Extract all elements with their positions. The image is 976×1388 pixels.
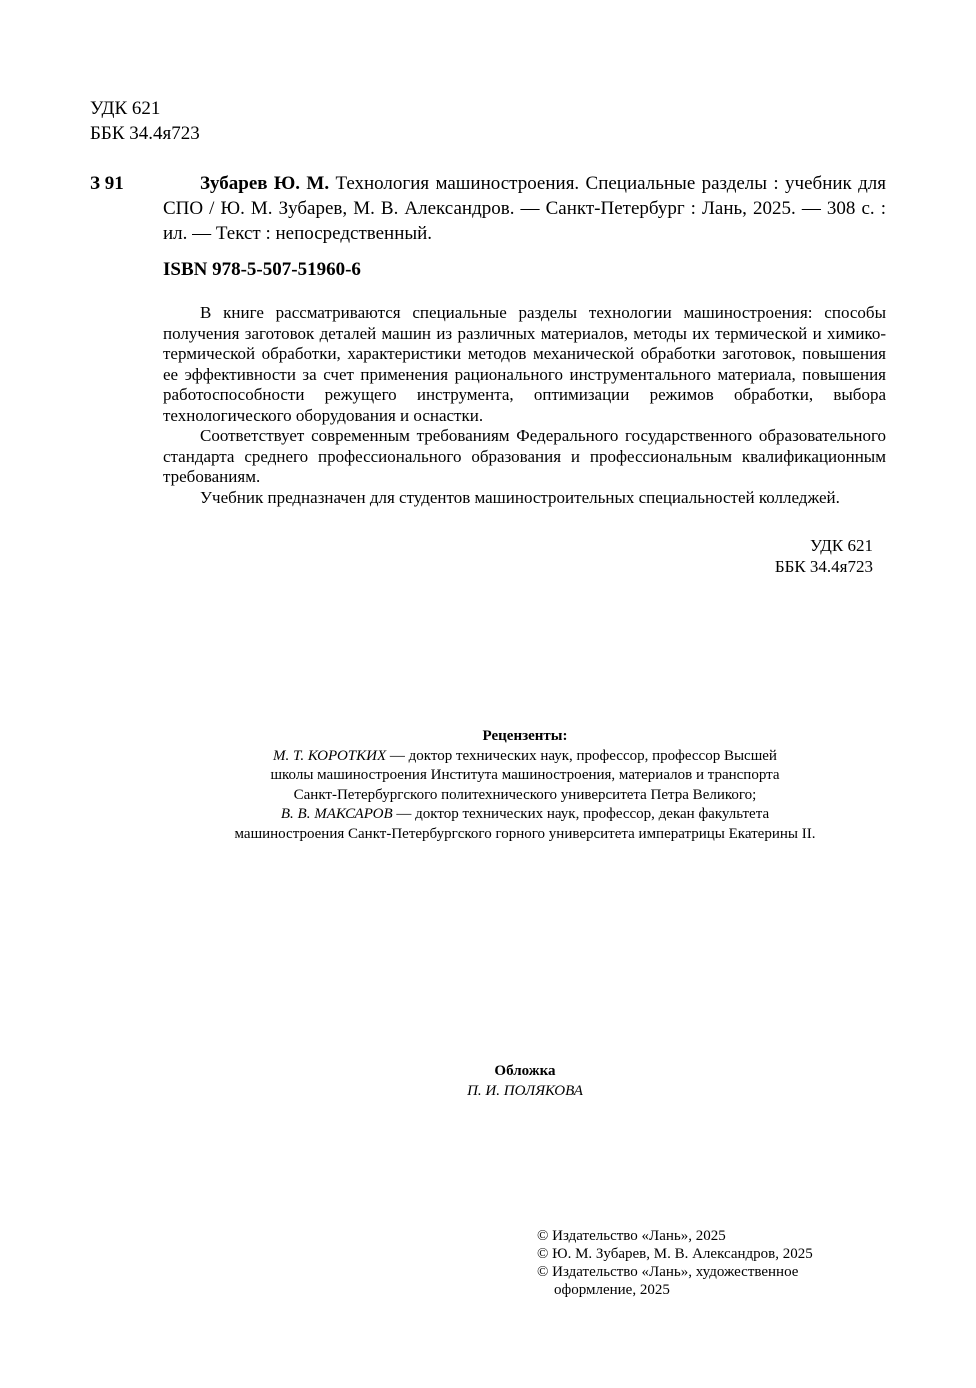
copyright-line: © Издательство «Лань», художественное <box>537 1264 799 1280</box>
copyright-block <box>537 1227 877 1299</box>
reviewer-line: М. Т. КОРОТКИХ — доктор технических наук, профессор, профессор Высшей <box>273 747 777 764</box>
abstract-paragraph: Учебник предназначен для студентов машиностроительных специальностей колледжей. <box>200 487 840 507</box>
bbk-code: ББК 34.4я723 <box>90 123 200 144</box>
reviewer-name: В. В. МАКСАРОВ <box>280 806 393 822</box>
abstract-paragraph: В книге рассматриваются специальные разделы технологии машиностроения: способы получения заготовок деталей машин из различных материалов, методы их термической и химико-термической обработки, характеристики методов механической обработки заготовок, повышения ее эффективности за счет применения рационального инструментального материала, повышения работоспособности режущего инструмента, оптимизации режимов обработки, выбора технологического оборудования и оснастки. <box>163 303 886 425</box>
bibliographic-record <box>163 171 886 246</box>
copyright-line: © Издательство «Лань», 2025 <box>537 1228 726 1244</box>
abstract <box>163 303 886 508</box>
abstract-paragraph: Соответствует современным требованиям Федерального государственного образовательного стандарта среднего профессионального образования и профессиональным квалификационным требованиям. <box>163 426 886 486</box>
bibliographic-text: Технология машиностроения. Специальные разделы : учебник для СПО / Ю. М. Зубарев, М. В. Александров. — Санкт-Петербург : Лань, 2025. — 308 с. : ил. — Текст : непосредственный. <box>163 173 886 244</box>
reviewer-line: Санкт-Петербургского политехнического университета Петра Великого; <box>293 786 757 803</box>
bbk-code-right: ББК 34.4я723 <box>774 557 873 576</box>
cover-heading: Обложка <box>494 1063 556 1079</box>
isbn: ISBN 978-5-507-51960-6 <box>163 259 361 280</box>
udk-code: УДК 621 <box>90 98 161 119</box>
classification-right <box>762 535 873 577</box>
author-code: З 91 <box>90 173 124 194</box>
copyright-line: © Ю. М. Зубарев, М. В. Александров, 2025 <box>537 1246 813 1262</box>
reviewer-line: В. В. МАКСАРОВ — доктор технических наук, профессор, декан факультета <box>280 806 770 822</box>
cover-designer: П. И. ПОЛЯКОВА <box>467 1082 583 1099</box>
reviewer-line: машиностроения Санкт-Петербургского горного университета императрицы Екатерины II. <box>234 825 816 842</box>
copyright-line: оформление, 2025 <box>554 1282 670 1298</box>
cover-credit <box>350 1062 700 1101</box>
reviewer-name: М. Т. КОРОТКИХ <box>273 747 387 764</box>
udk-code-right: УДК 621 <box>809 536 873 555</box>
classification-top <box>90 96 200 146</box>
reviewers-heading: Рецензенты: <box>482 728 568 744</box>
reviewers <box>150 727 900 844</box>
author-name: Зубарев Ю. М. <box>200 173 330 194</box>
reviewer-line: школы машиностроения Института машиностроения, материалов и транспорта <box>270 767 780 783</box>
